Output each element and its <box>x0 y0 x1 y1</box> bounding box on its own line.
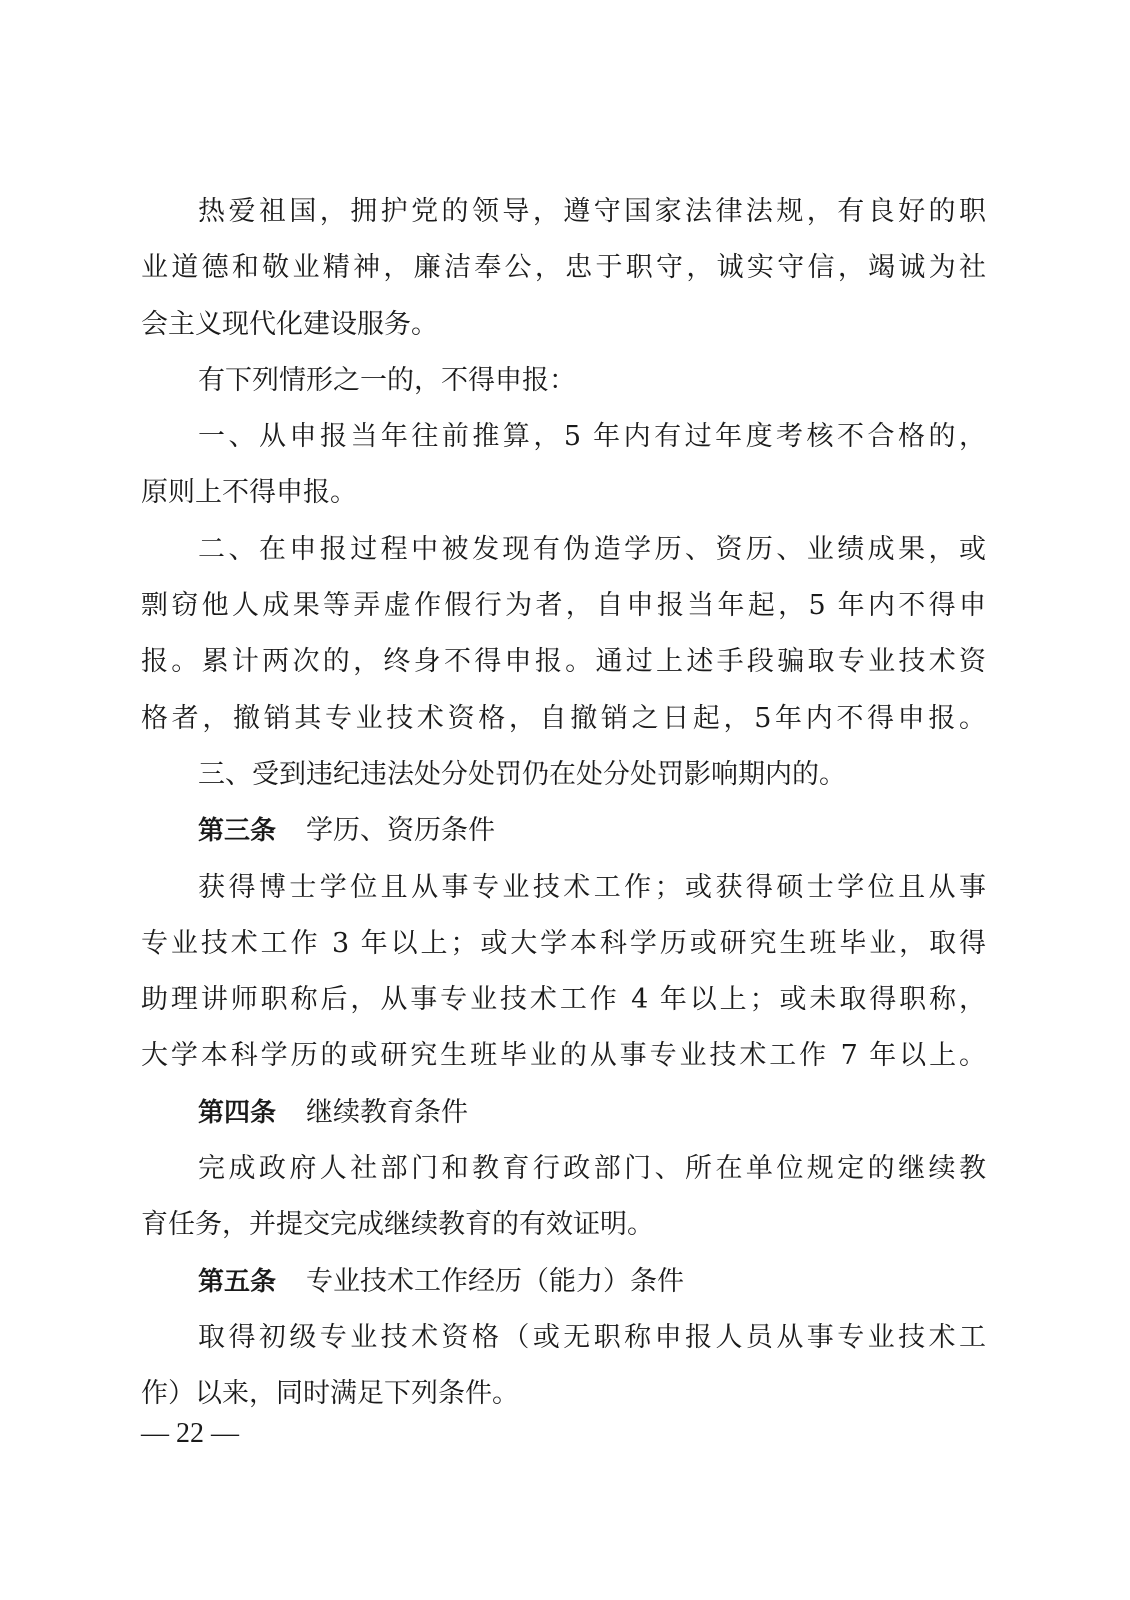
article-title: 专业技术工作经历（能力）条件 <box>306 1265 685 1297</box>
paragraph-line: 取得初级专业技术资格（或无职称申报人员从事专业技术工 <box>198 1321 986 1353</box>
paragraph-line: 剽窃他人成果等弄虚作假行为者，自申报当年起，5 年内不得申 <box>141 590 986 622</box>
paragraph-line: 报。累计两次的，终身不得申报。通过上述手段骗取专业技术资 <box>141 646 986 678</box>
paragraph-line: 会主义现代化建设服务。 <box>141 308 438 340</box>
article-number: 第五条 <box>198 1266 277 1297</box>
paragraph-line: 二、在申报过程中被发现有伪造学历、资历、业绩成果，或 <box>198 533 986 565</box>
document-body <box>141 184 986 1423</box>
paragraph-line: 原则上不得申报。 <box>141 477 357 509</box>
paragraph-line: 获得博士学位且从事专业技术工作；或获得硕士学位且从事 <box>198 871 986 903</box>
paragraph-line: 格者，撤销其专业技术资格，自撤销之日起，5年内不得申报。 <box>141 702 986 734</box>
article-number: 第四条 <box>198 1097 277 1128</box>
paragraph-line: 业道德和敬业精神，廉洁奉公，忠于职守，诚实守信，竭诚为社 <box>141 252 986 284</box>
paragraph-line: 专业技术工作 3 年以上；或大学本科学历或研究生班毕业，取得 <box>141 927 986 959</box>
paragraph-line: 作）以来，同时满足下列条件。 <box>141 1378 519 1410</box>
article-title: 继续教育条件 <box>306 1096 469 1128</box>
paragraph-line: 大学本科学历的或研究生班毕业的从事专业技术工作 7 年以上。 <box>141 1040 986 1072</box>
article-title: 学历、资历条件 <box>306 815 496 847</box>
paragraph-line: 有下列情形之一的，不得申报： <box>198 364 576 396</box>
page-number: — 22 — <box>141 1418 239 1449</box>
article-heading <box>141 803 986 859</box>
article-number: 第三条 <box>198 816 277 847</box>
article-heading <box>141 1085 986 1141</box>
article-heading <box>141 1254 986 1310</box>
paragraph-line: 热爱祖国，拥护党的领导，遵守国家法律法规，有良好的职 <box>198 196 986 227</box>
paragraph-line: 完成政府人社部门和教育行政部门、所在单位规定的继续教 <box>198 1153 986 1185</box>
paragraph-line: 助理讲师职称后，从事专业技术工作 4 年以上；或未取得职称， <box>141 984 986 1016</box>
paragraph-line: 一、从申报当年往前推算，5 年内有过年度考核不合格的， <box>198 421 986 453</box>
paragraph-line: 三、受到违纪违法处分处罚仍在处分处罚影响期内的。 <box>198 758 846 790</box>
paragraph-line: 育任务，并提交完成继续教育的有效证明。 <box>141 1209 654 1241</box>
